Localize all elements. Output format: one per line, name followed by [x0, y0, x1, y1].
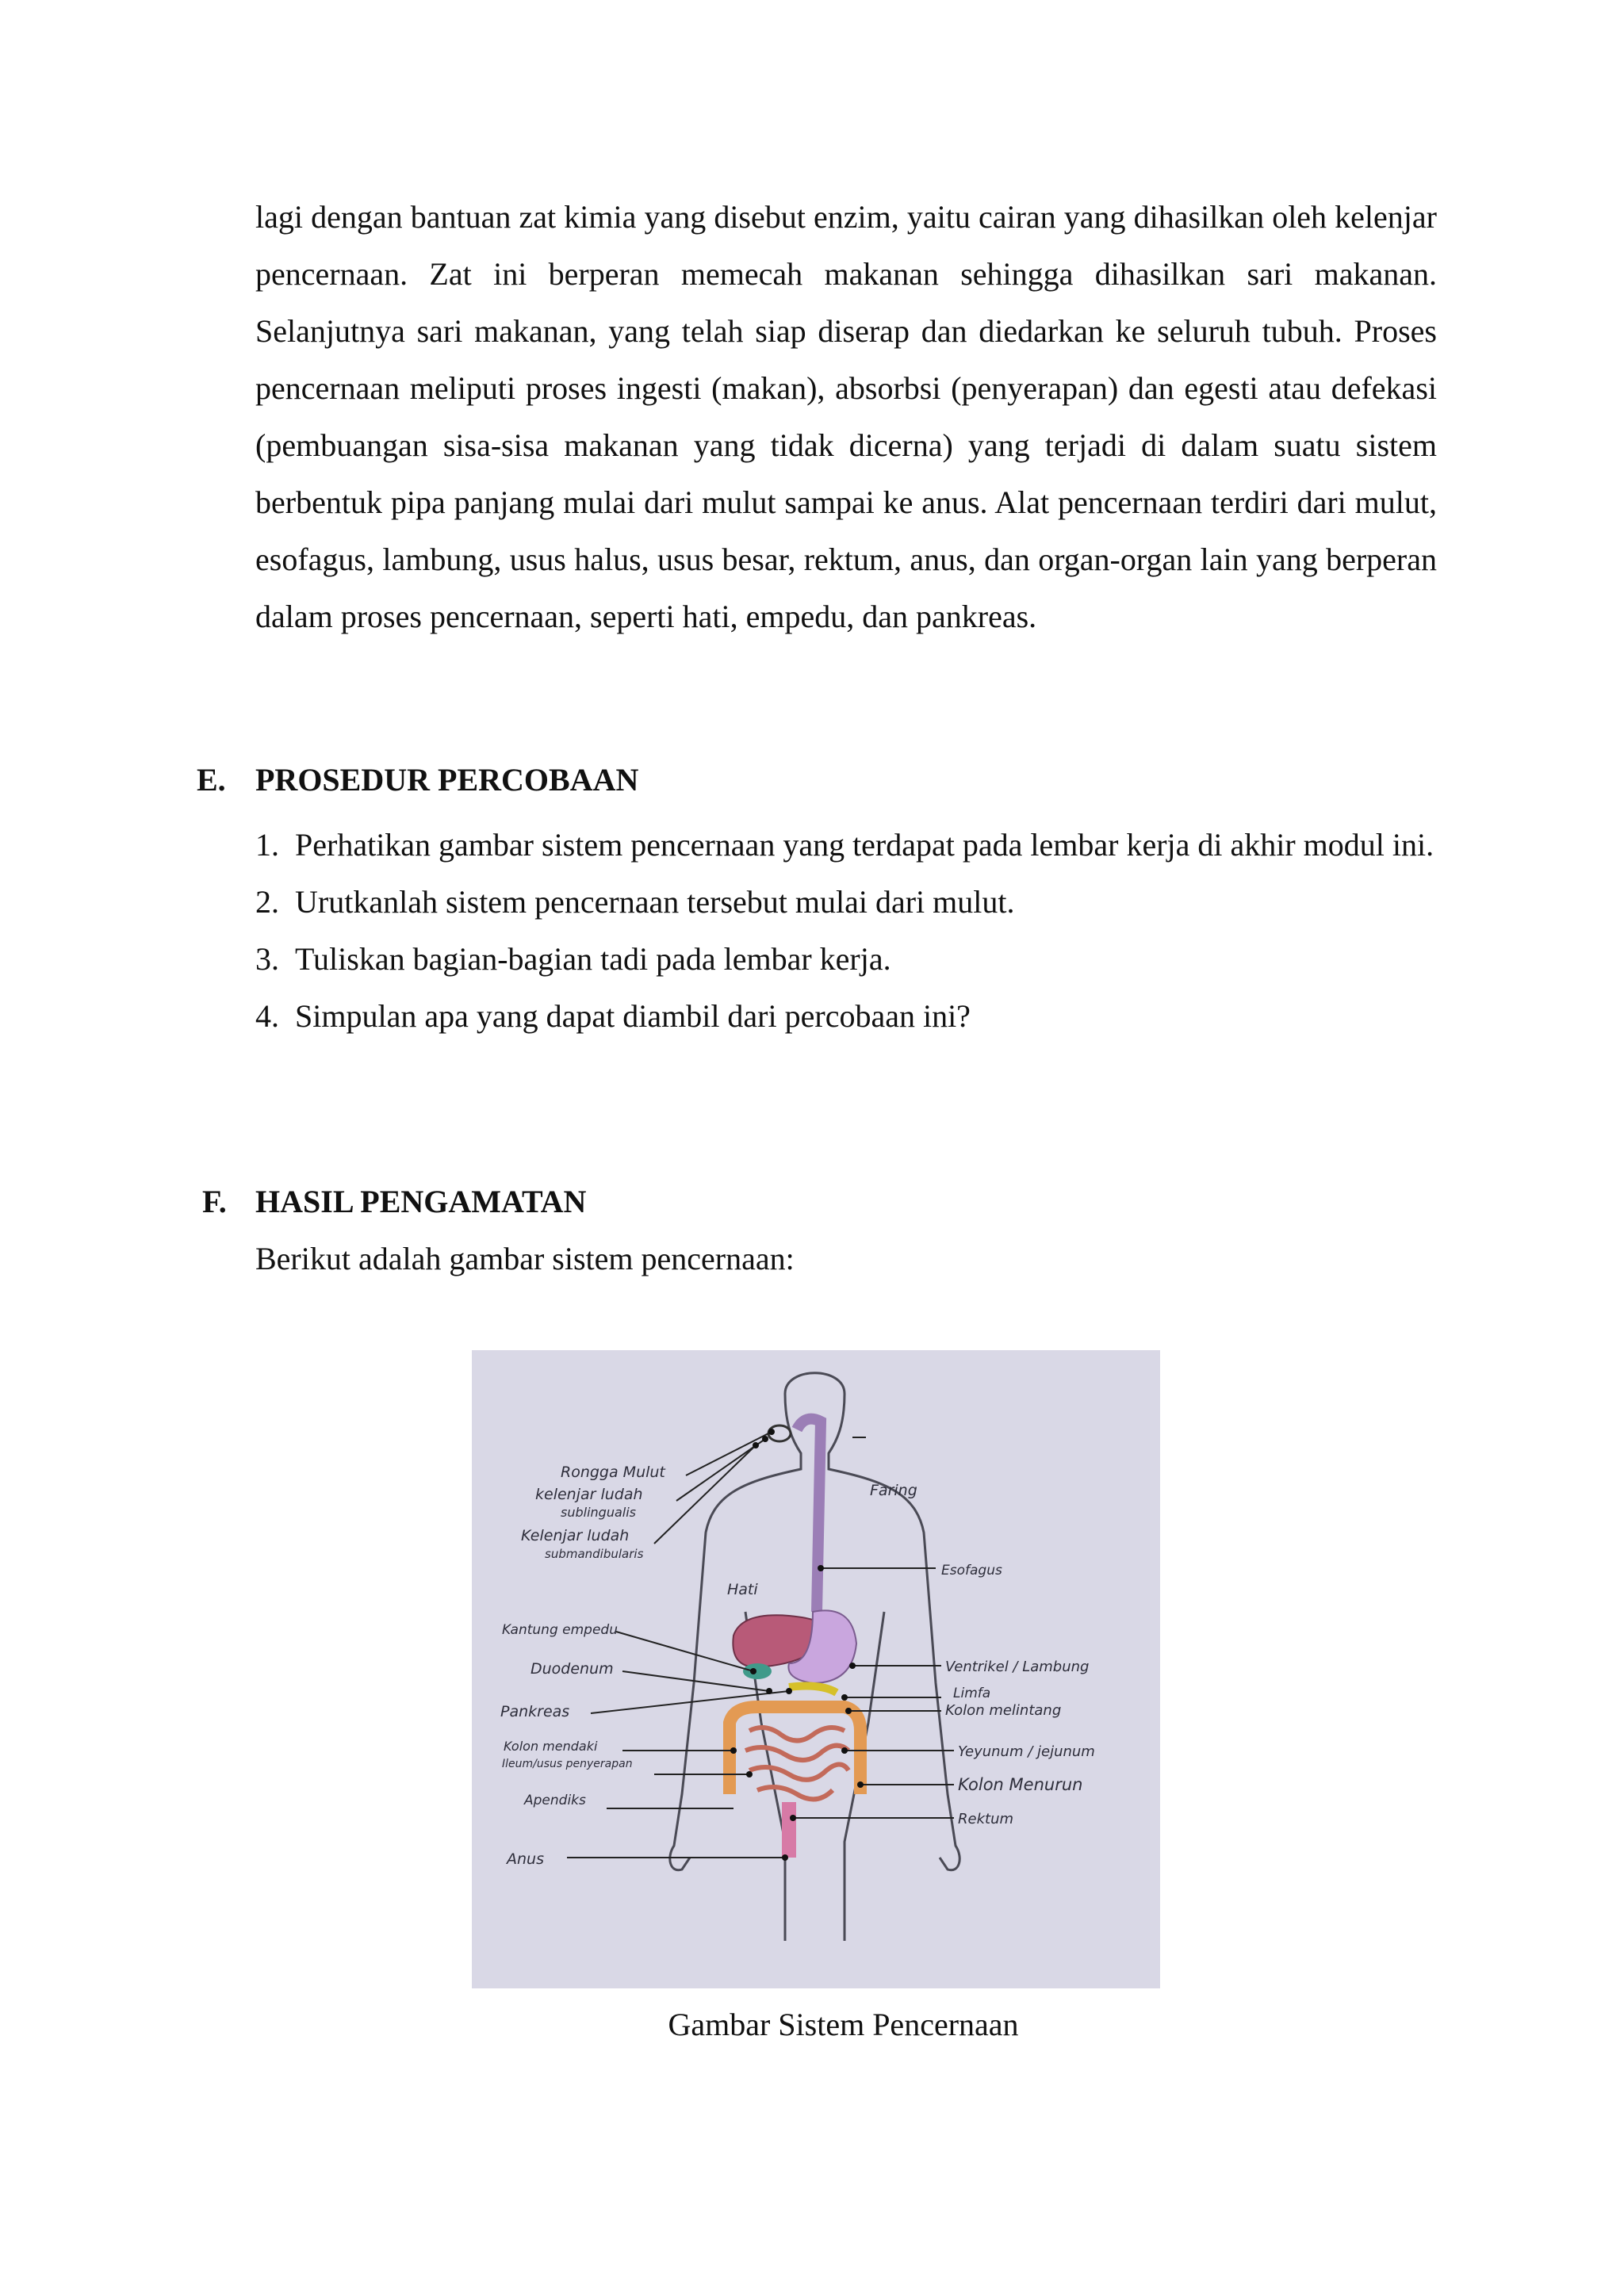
label-kolon-melintang: Kolon melintang: [945, 1702, 1062, 1719]
label-kelenjar-submandibularis-2: submandibularis: [545, 1547, 644, 1561]
label-kantung-empedu: Kantung empedu: [502, 1622, 618, 1638]
procedure-step: [255, 817, 1437, 874]
label-yeyunum: Yeyunum / jejunum: [958, 1743, 1095, 1760]
section-e-heading: [197, 758, 1386, 802]
digestive-system-drawing: [472, 1350, 1160, 1988]
label-ventrikel: Ventrikel / Lambung: [945, 1659, 1090, 1675]
intro-paragraph: lagi dengan bantuan zat kimia yang disebut enzim, yaitu cairan yang dihasilkan oleh kelenjar pencernaan. Zat ini berperan memecah makanan sehingga dihasilkan sari makanan. Selanjutnya sari makanan, yang telah siap diserap dan diedarkan ke seluruh tubuh. Proses pencernaan meliputi proses ingesti (makan), absorbsi (penyerapan) dan egesti atau defekasi (pembuangan sisa-sisa makanan yang tidak dicerna) yang terjadi di dalam suatu sistem berbentuk pipa panjang mulai dari mulut sampai ke anus. Alat pencernaan terdiri dari mulut, esofagus, lambung, usus halus, usus besar, rektum, anus, dan organ-organ lain yang berperan dalam proses pencernaan, seperti hati, empedu, dan pankreas.: [255, 199, 1437, 634]
section-e-letter: E.: [197, 762, 226, 798]
section-e-title: PROSEDUR PERCOBAAN: [255, 762, 639, 798]
step-text: Perhatikan gambar sistem pencernaan yang terdapat pada lembar kerja di akhir modul ini.: [295, 827, 1434, 863]
label-hati: Hati: [727, 1581, 758, 1598]
label-limfa: Limfa: [953, 1686, 991, 1701]
label-kolon-mendaki: Kolon mendaki: [504, 1739, 598, 1754]
step-text: Tuliskan bagian-bagian tadi pada lembar kerja.: [295, 941, 891, 977]
label-kolon-menurun: Kolon Menurun: [958, 1775, 1083, 1794]
label-esofagus: Esofagus: [941, 1563, 1002, 1578]
gallbladder-shape: [743, 1663, 772, 1679]
label-anus: Anus: [507, 1850, 544, 1868]
step-text: Urutkanlah sistem pencernaan tersebut mulai dari mulut.: [295, 884, 1015, 920]
step-number: 4.: [255, 998, 279, 1034]
label-kelenjar-sublingualis-1: kelenjar ludah: [535, 1486, 643, 1503]
section-f-lead: Berikut adalah gambar sistem pencernaan:: [255, 1241, 795, 1276]
label-apendiks: Apendiks: [524, 1793, 586, 1808]
section-f-letter: F.: [202, 1184, 227, 1219]
procedure-step: [255, 988, 1437, 1045]
esophagus-shape: [797, 1419, 821, 1612]
procedure-step: [255, 874, 1437, 931]
label-duodenum: Duodenum: [530, 1660, 614, 1678]
label-kelenjar-submandibularis-1: Kelenjar ludah: [521, 1527, 630, 1544]
label-rektum: Rektum: [958, 1811, 1014, 1827]
pancreas-shape: [789, 1686, 837, 1693]
label-faring: Faring: [870, 1482, 917, 1499]
step-number: 2.: [255, 884, 279, 920]
procedure-list: [255, 817, 1437, 1045]
step-number: 3.: [255, 941, 279, 977]
label-pankreas: Pankreas: [500, 1703, 570, 1720]
small-intestine-shape: [745, 1728, 848, 1799]
step-text: Simpulan apa yang dapat diambil dari percobaan ini?: [295, 998, 971, 1034]
label-rongga-mulut: Rongga Mulut: [561, 1464, 665, 1481]
section-f-heading: [202, 1180, 995, 1224]
figure-caption: Gambar Sistem Pencernaan: [668, 2007, 1019, 2042]
label-kelenjar-sublingualis-2: sublingualis: [561, 1505, 636, 1520]
digestive-system-figure: [472, 1350, 1160, 1988]
step-number: 1.: [255, 827, 279, 863]
procedure-step: [255, 931, 1437, 988]
section-f-title: HASIL PENGAMATAN: [255, 1184, 587, 1219]
label-ileum: Ileum/usus penyerapan: [502, 1758, 633, 1770]
